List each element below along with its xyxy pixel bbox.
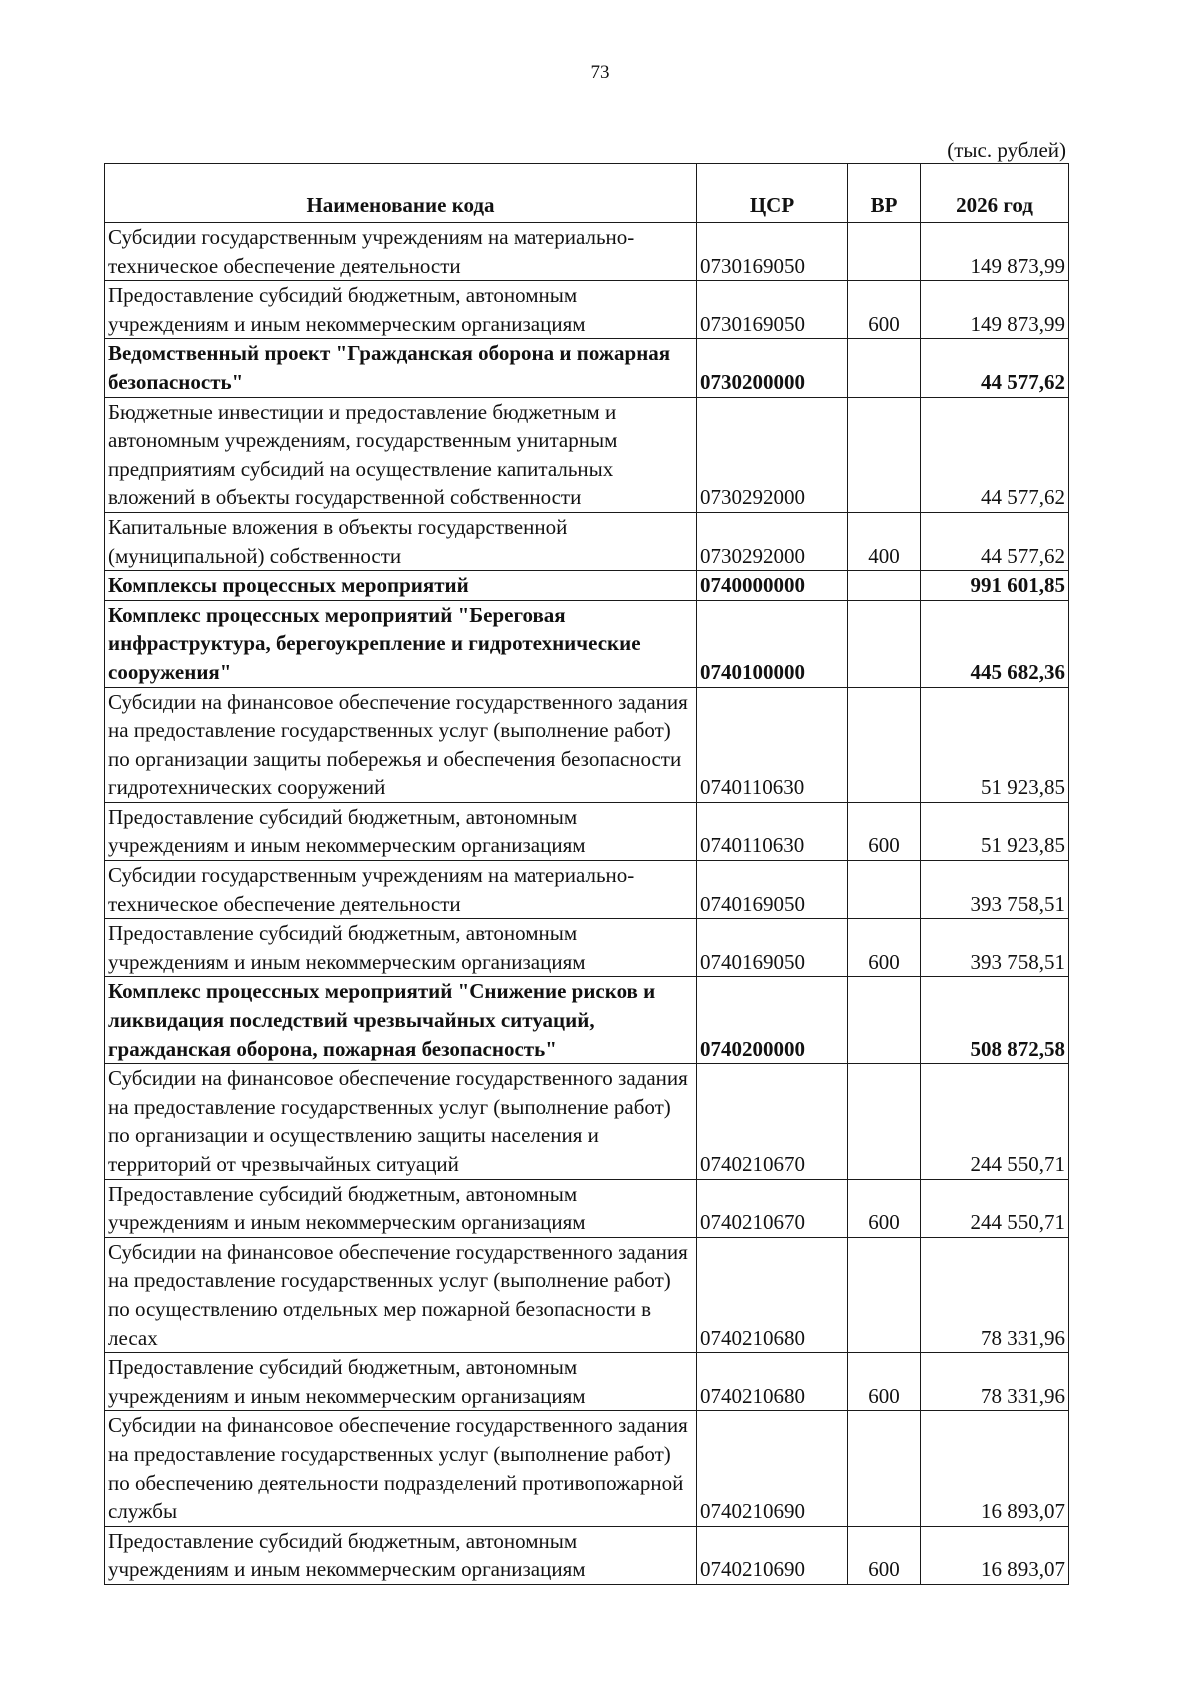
budget-table (104, 163, 1069, 1585)
header-csr: ЦСР (697, 164, 848, 223)
cell-sum: 51 923,85 (921, 687, 1069, 802)
cell-csr: 0730292000 (697, 512, 848, 570)
cell-sum: 149 873,99 (921, 281, 1069, 339)
cell-name: Предоставление субсидий бюджетным, автономным учреждениям и иным некоммерческим организациям (105, 1179, 697, 1237)
cell-name: Предоставление субсидий бюджетным, автономным учреждениям и иным некоммерческим организациям (105, 802, 697, 860)
cell-vr: 600 (848, 802, 921, 860)
table-row (105, 339, 1069, 397)
cell-csr: 0740210670 (697, 1179, 848, 1237)
cell-vr (848, 1064, 921, 1179)
cell-sum: 149 873,99 (921, 223, 1069, 281)
cell-vr (848, 397, 921, 512)
cell-csr: 0740210680 (697, 1237, 848, 1352)
cell-name: Предоставление субсидий бюджетным, автономным учреждениям и иным некоммерческим организациям (105, 281, 697, 339)
cell-vr: 400 (848, 512, 921, 570)
page-number: 73 (590, 62, 610, 83)
unit-note: (тыс. рублей) (947, 138, 1066, 162)
cell-sum: 508 872,58 (921, 977, 1069, 1064)
cell-vr (848, 600, 921, 687)
cell-sum: 445 682,36 (921, 600, 1069, 687)
cell-name: Комплексы процессных мероприятий (105, 571, 697, 601)
cell-vr (848, 687, 921, 802)
cell-name: Субсидии на финансовое обеспечение государственного задания на предоставление государственных услуг (выполнение работ) по осуществлению отдельных мер пожарной безопасности в лесах (105, 1237, 697, 1352)
cell-csr: 0740169050 (697, 861, 848, 919)
cell-name: Субсидии государственным учреждениям на материально-техническое обеспечение деятельности (105, 223, 697, 281)
cell-name: Субсидии на финансовое обеспечение государственного задания на предоставление государственных услуг (выполнение работ) по обеспечению деятельности подразделений противопожарной службы (105, 1411, 697, 1526)
cell-name: Комплекс процессных мероприятий "Береговая инфраструктура, берегоукрепление и гидротехнические сооружения" (105, 600, 697, 687)
table-row (105, 512, 1069, 570)
cell-sum: 393 758,51 (921, 919, 1069, 977)
cell-csr: 0740210680 (697, 1353, 848, 1411)
table-row (105, 223, 1069, 281)
cell-name: Предоставление субсидий бюджетным, автономным учреждениям и иным некоммерческим организациям (105, 919, 697, 977)
cell-name: Предоставление субсидий бюджетным, автономным учреждениям и иным некоммерческим организациям (105, 1353, 697, 1411)
cell-csr: 0740110630 (697, 687, 848, 802)
cell-vr (848, 977, 921, 1064)
cell-name: Бюджетные инвестиции и предоставление бюджетным и автономным учреждениям, государственным унитарным предприятиям субсидий на осуществление капитальных вложений в объекты государственной собственности (105, 397, 697, 512)
cell-csr: 0740210690 (697, 1411, 848, 1526)
cell-vr: 600 (848, 1353, 921, 1411)
table-row (105, 571, 1069, 601)
cell-vr (848, 571, 921, 601)
cell-sum: 244 550,71 (921, 1064, 1069, 1179)
cell-sum: 16 893,07 (921, 1526, 1069, 1584)
cell-csr: 0740110630 (697, 802, 848, 860)
cell-csr: 0740210670 (697, 1064, 848, 1179)
header-row (105, 164, 1069, 223)
table-row (105, 1353, 1069, 1411)
table-row (105, 397, 1069, 512)
cell-vr (848, 1411, 921, 1526)
table-row (105, 861, 1069, 919)
table-row (105, 1179, 1069, 1237)
cell-vr: 600 (848, 1526, 921, 1584)
cell-sum: 78 331,96 (921, 1237, 1069, 1352)
cell-name: Субсидии государственным учреждениям на материально-техническое обеспечение деятельности (105, 861, 697, 919)
cell-csr: 0730169050 (697, 223, 848, 281)
cell-name: Субсидии на финансовое обеспечение государственного задания на предоставление государственных услуг (выполнение работ) по организации и осуществлению защиты населения и территорий от чрезвычайных ситуаций (105, 1064, 697, 1179)
cell-vr: 600 (848, 919, 921, 977)
header-vr: ВР (848, 164, 921, 223)
table-row (105, 687, 1069, 802)
cell-vr (848, 861, 921, 919)
cell-csr: 0740169050 (697, 919, 848, 977)
cell-csr: 0730292000 (697, 397, 848, 512)
cell-vr: 600 (848, 1179, 921, 1237)
cell-sum: 51 923,85 (921, 802, 1069, 860)
cell-sum: 44 577,62 (921, 339, 1069, 397)
cell-csr: 0730200000 (697, 339, 848, 397)
table-row (105, 1237, 1069, 1352)
cell-name: Субсидии на финансовое обеспечение государственного задания на предоставление государственных услуг (выполнение работ) по организации защиты побережья и обеспечения безопасности гидротехнических сооружений (105, 687, 697, 802)
cell-name: Предоставление субсидий бюджетным, автономным учреждениям и иным некоммерческим организациям (105, 1526, 697, 1584)
table-row (105, 977, 1069, 1064)
table-row (105, 600, 1069, 687)
header-sum: 2026 год (921, 164, 1069, 223)
table-row (105, 281, 1069, 339)
cell-sum: 44 577,62 (921, 512, 1069, 570)
cell-csr: 0740200000 (697, 977, 848, 1064)
cell-csr: 0730169050 (697, 281, 848, 339)
cell-csr: 0740100000 (697, 600, 848, 687)
cell-vr (848, 223, 921, 281)
cell-csr: 0740000000 (697, 571, 848, 601)
cell-csr: 0740210690 (697, 1526, 848, 1584)
table-row (105, 1526, 1069, 1584)
cell-vr (848, 339, 921, 397)
cell-name: Комплекс процессных мероприятий "Снижение рисков и ликвидация последствий чрезвычайных ситуаций, гражданская оборона, пожарная безопасность" (105, 977, 697, 1064)
cell-name: Ведомственный проект "Гражданская оборона и пожарная безопасность" (105, 339, 697, 397)
table-row (105, 1411, 1069, 1526)
table-row (105, 802, 1069, 860)
header-name: Наименование кода (105, 164, 697, 223)
table-body (105, 223, 1069, 1585)
cell-sum: 393 758,51 (921, 861, 1069, 919)
table-row (105, 919, 1069, 977)
cell-sum: 44 577,62 (921, 397, 1069, 512)
cell-vr (848, 1237, 921, 1352)
cell-sum: 78 331,96 (921, 1353, 1069, 1411)
cell-sum: 244 550,71 (921, 1179, 1069, 1237)
cell-name: Капитальные вложения в объекты государственной (муниципальной) собственности (105, 512, 697, 570)
cell-vr: 600 (848, 281, 921, 339)
cell-sum: 991 601,85 (921, 571, 1069, 601)
table-row (105, 1064, 1069, 1179)
table-header (105, 164, 1069, 223)
cell-sum: 16 893,07 (921, 1411, 1069, 1526)
